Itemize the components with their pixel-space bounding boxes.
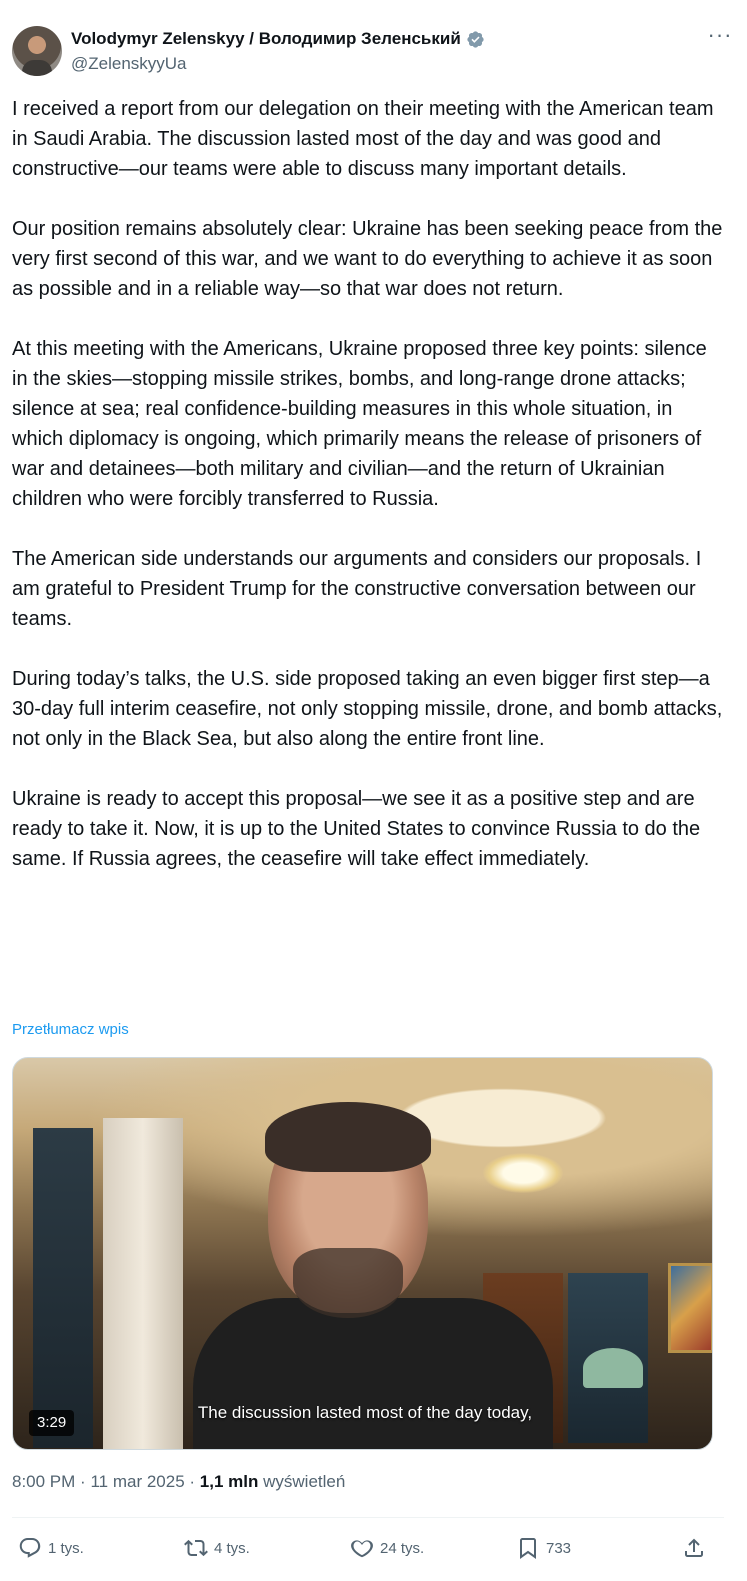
tweet-paragraph: Our position remains absolutely clear: Ukraine has been seeking peace from the very first second of this war, and we want to do everything to achieve it as soon as possible and in a reliable way—so that war does not return.	[12, 218, 723, 300]
repost-button[interactable]	[184, 1531, 250, 1565]
action-bar	[12, 1531, 724, 1565]
video-caption: The discussion lasted most of the day today,	[197, 1403, 533, 1422]
author-info	[71, 29, 485, 74]
bookmark-icon	[516, 1536, 540, 1560]
like-button[interactable]	[350, 1531, 424, 1565]
divider	[12, 1517, 724, 1518]
avatar[interactable]	[12, 26, 62, 76]
tweet-header	[12, 22, 733, 78]
bookmark-button[interactable]	[516, 1531, 571, 1565]
meta-separator: ·	[189, 1472, 196, 1491]
display-name[interactable]: Volodymyr Zelenskyy / Володимир Зеленський	[71, 29, 461, 48]
reply-icon	[18, 1536, 42, 1560]
tweet-text	[12, 94, 724, 874]
share-icon	[682, 1536, 706, 1560]
tweet-paragraph: Ukraine is ready to accept this proposal—we see it as a positive step and are ready to take it. Now, it is up to the United States to convince Russia to do the same. If Russia agrees, the ceasefire will take effect immediately.	[12, 788, 701, 870]
tweet-paragraph: I received a report from our delegation on their meeting with the American team in Saudi Arabia. The discussion lasted most of the day and was good and constructive—our teams were able to discuss many important details.	[12, 98, 714, 180]
reply-count: 1 tys.	[48, 1539, 84, 1557]
tweet-date[interactable]: 11 mar 2025	[90, 1472, 185, 1491]
video-frame-window	[33, 1128, 93, 1448]
video-frame-painting	[668, 1263, 713, 1353]
speaker-beard	[293, 1248, 403, 1318]
more-options-icon[interactable]: ···	[707, 22, 733, 47]
share-button[interactable]	[682, 1531, 706, 1565]
repost-count: 4 tys.	[214, 1539, 250, 1557]
tweet-paragraph: During today’s talks, the U.S. side proposed taking an even bigger first step—a 30-day full interim ceasefire, not only stopping missile, drone, and bomb attacks, not only in the Black Sea, but also along the entire front line.	[12, 668, 723, 750]
video-player[interactable]	[12, 1057, 713, 1450]
tweet-paragraph: The American side understands our arguments and considers our proposals. I am grateful to President Trump for the constructive conversation between our teams.	[12, 548, 702, 630]
tweet-time[interactable]: 8:00 PM	[12, 1472, 76, 1491]
views-label: wyświetleń	[263, 1472, 346, 1491]
speaker-hair	[265, 1102, 431, 1172]
video-frame-lamp	[583, 1348, 643, 1388]
handle[interactable]: @ZelenskyyUa	[71, 54, 187, 73]
reply-button[interactable]	[18, 1531, 84, 1565]
like-count: 24 tys.	[380, 1539, 425, 1557]
meta-separator: ·	[80, 1472, 86, 1491]
bookmark-count: 733	[546, 1539, 572, 1557]
like-icon	[350, 1536, 374, 1560]
translate-link[interactable]: Przetłumacz wpis	[12, 1021, 129, 1038]
name-row	[71, 29, 485, 49]
tweet-meta	[12, 1472, 345, 1492]
video-duration-badge: 3:29	[29, 1410, 74, 1436]
repost-icon	[184, 1536, 208, 1560]
speaker-torso	[193, 1298, 553, 1450]
tweet-paragraph: At this meeting with the Americans, Ukraine proposed three key points: silence in the skies—stopping missile strikes, bombs, and long-range drone attacks; silence at sea; real confidence-building measures in this whole situation, in which diplomacy is ongoing, which primarily means the release of prisoners of war and detainees—both military and civilian—and the return of Ukrainian children who were forcibly transferred to Russia.	[12, 338, 707, 510]
verified-badge-icon[interactable]	[466, 30, 485, 49]
video-frame-pillar	[103, 1118, 183, 1450]
views-count[interactable]: 1,1 mln	[199, 1472, 259, 1491]
